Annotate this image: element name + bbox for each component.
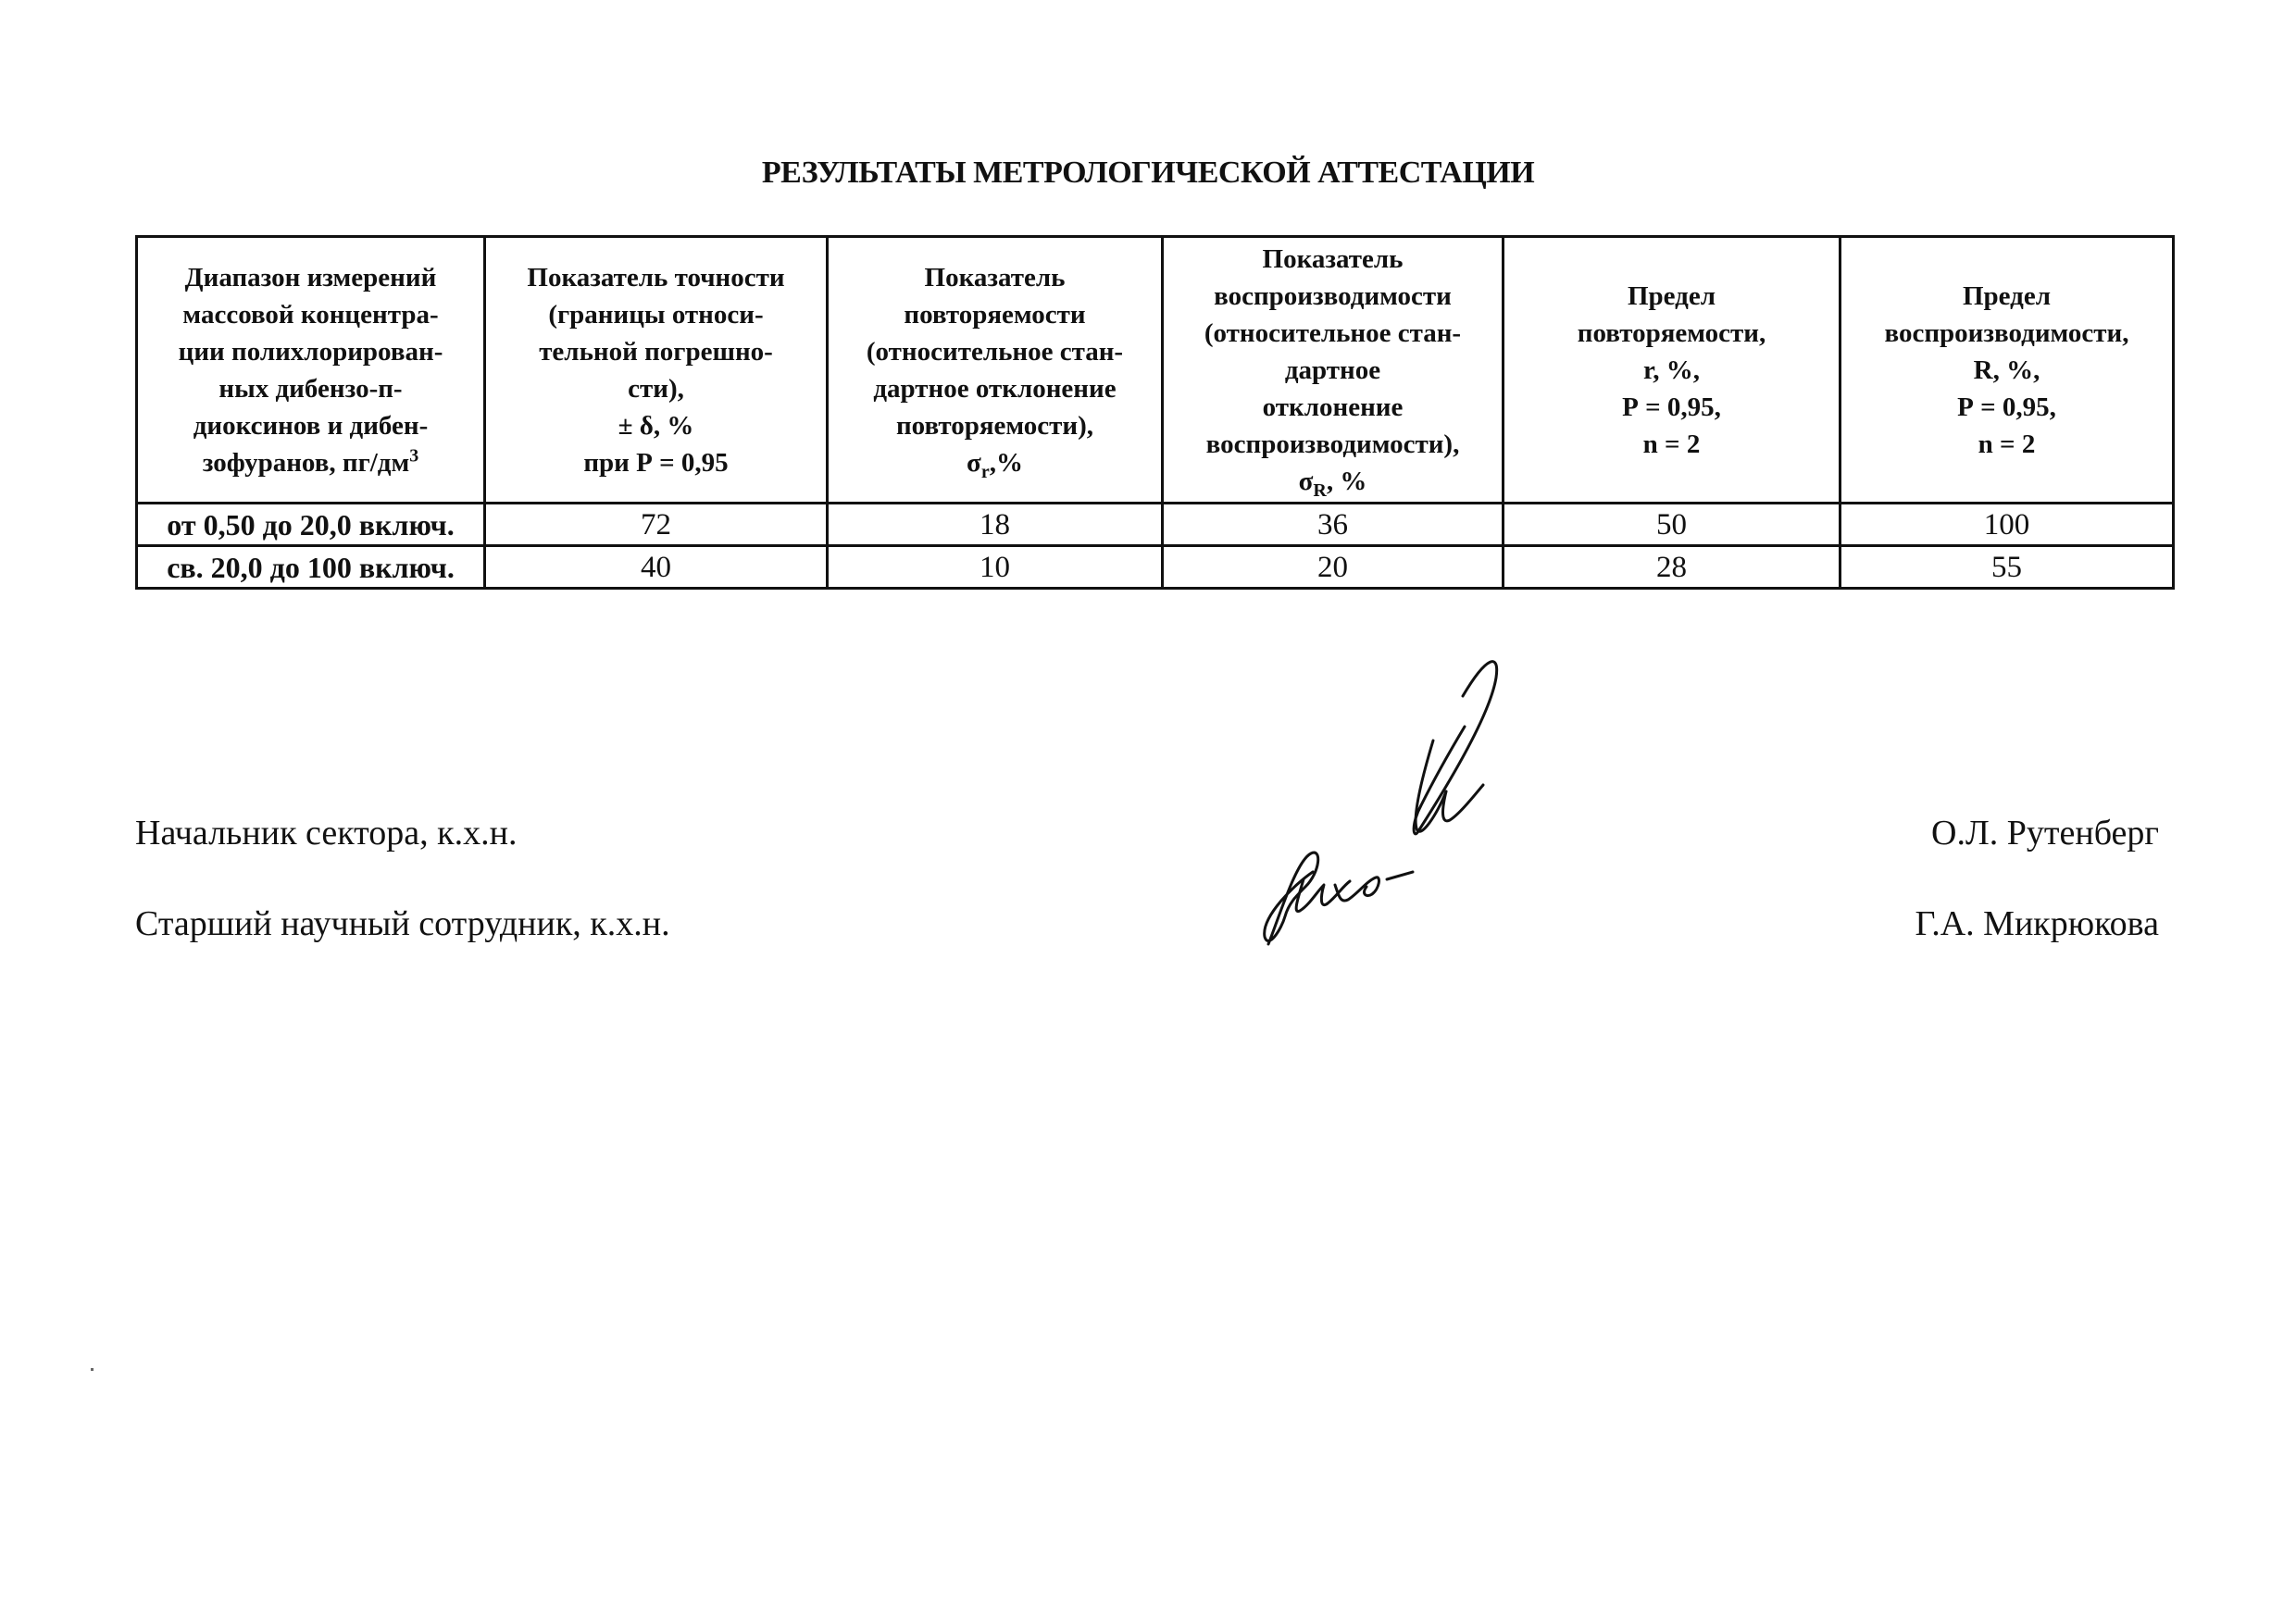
sigma-subscript: r [980, 461, 990, 482]
reproducibility-limit-cell: 55 [1841, 546, 2174, 589]
repeatability-limit-cell: 28 [1504, 546, 1841, 589]
table-row [137, 504, 2174, 546]
range-cell: от 0,50 до 20,0 включ. [137, 504, 485, 546]
header-line: повторяемости, [1577, 317, 1766, 348]
header-line: (границы относи- [548, 299, 764, 330]
reproducibility-cell: 20 [1163, 546, 1504, 589]
table-header-row [137, 237, 2174, 504]
header-line: ± δ, % [618, 410, 694, 441]
header-line: воспроизводимости, [1884, 317, 2129, 348]
header-line: при Р = 0,95 [583, 447, 729, 478]
header-line: Показатель точности [527, 262, 785, 292]
reproducibility-cell: 36 [1163, 504, 1504, 546]
header-line: Диапазон измерений [184, 262, 437, 292]
header-line: (относительное стан- [1204, 317, 1462, 348]
header-accuracy [485, 237, 828, 504]
header-line: массовой концентра- [182, 299, 439, 330]
header-symbol [1169, 463, 1496, 500]
header-unit-exponent: 3 [409, 444, 419, 466]
header-repeatability-limit [1504, 237, 1841, 504]
header-line: воспроизводимости), [1205, 429, 1460, 459]
header-line: повторяемости), [895, 410, 1094, 441]
header-line: дартное [1284, 355, 1381, 385]
header-symbol [834, 444, 1155, 481]
sigma-symbol: σ [1298, 466, 1314, 496]
sigma-subscript: R [1313, 479, 1327, 501]
header-line: диоксинов и дибен- [193, 410, 429, 441]
header-line: сти), [628, 373, 684, 404]
repeatability-limit-cell: 50 [1504, 504, 1841, 546]
repeatability-cell: 10 [828, 546, 1163, 589]
header-line: Показатель [924, 262, 1066, 292]
header-line [144, 444, 478, 481]
header-line: повторяемости [904, 299, 1086, 330]
table-row [137, 546, 2174, 589]
accuracy-cell: 72 [485, 504, 828, 546]
header-line: Предел [1628, 280, 1716, 311]
signatory-position-2: Старший научный сотрудник, к.х.н. [135, 904, 670, 943]
symbol-unit: , % [1326, 466, 1367, 496]
header-repeatability [828, 237, 1163, 504]
header-line: дартное отклонение [873, 373, 1117, 404]
header-line: (относительное стан- [866, 336, 1124, 367]
scan-speck [91, 1368, 94, 1371]
signatory-name-2: Г.А. Микрюкова [1915, 904, 2159, 943]
header-line: ных дибензо-п- [218, 373, 403, 404]
header-line: r, %, [1643, 355, 1700, 385]
header-line: Показатель [1262, 243, 1404, 274]
symbol-unit: ,% [989, 447, 1023, 478]
page-title: РЕЗУЛЬТАТЫ МЕТРОЛОГИЧЕСКОЙ АТТЕСТАЦИИ [761, 156, 1535, 190]
handwritten-signature [1231, 639, 1620, 963]
header-line: Р = 0,95, [1622, 392, 1721, 422]
accuracy-cell: 40 [485, 546, 828, 589]
header-unit: зофуранов, пг/дм [202, 447, 410, 478]
reproducibility-limit-cell: 100 [1841, 504, 2174, 546]
header-line: воспроизводимости [1214, 280, 1452, 311]
header-reproducibility [1163, 237, 1504, 504]
signatory-name-1: О.Л. Рутенберг [1931, 814, 2159, 853]
header-line: отклонение [1262, 392, 1404, 422]
header-line: R, %, [1973, 355, 2040, 385]
sigma-symbol: σ [967, 447, 981, 478]
header-measurement-range [137, 237, 485, 504]
header-line: n = 2 [1642, 429, 1701, 459]
header-line: Р = 0,95, [1957, 392, 2056, 422]
header-reproducibility-limit [1841, 237, 2174, 504]
header-line: ции полихлорирован- [178, 336, 443, 367]
header-line: тельной погрешно- [539, 336, 773, 367]
header-line: Предел [1963, 280, 2051, 311]
range-cell: св. 20,0 до 100 включ. [137, 546, 485, 589]
header-line: n = 2 [1978, 429, 2036, 459]
repeatability-cell: 18 [828, 504, 1163, 546]
attestation-table [135, 235, 2175, 590]
signatory-position-1: Начальник сектора, к.х.н. [135, 814, 518, 853]
